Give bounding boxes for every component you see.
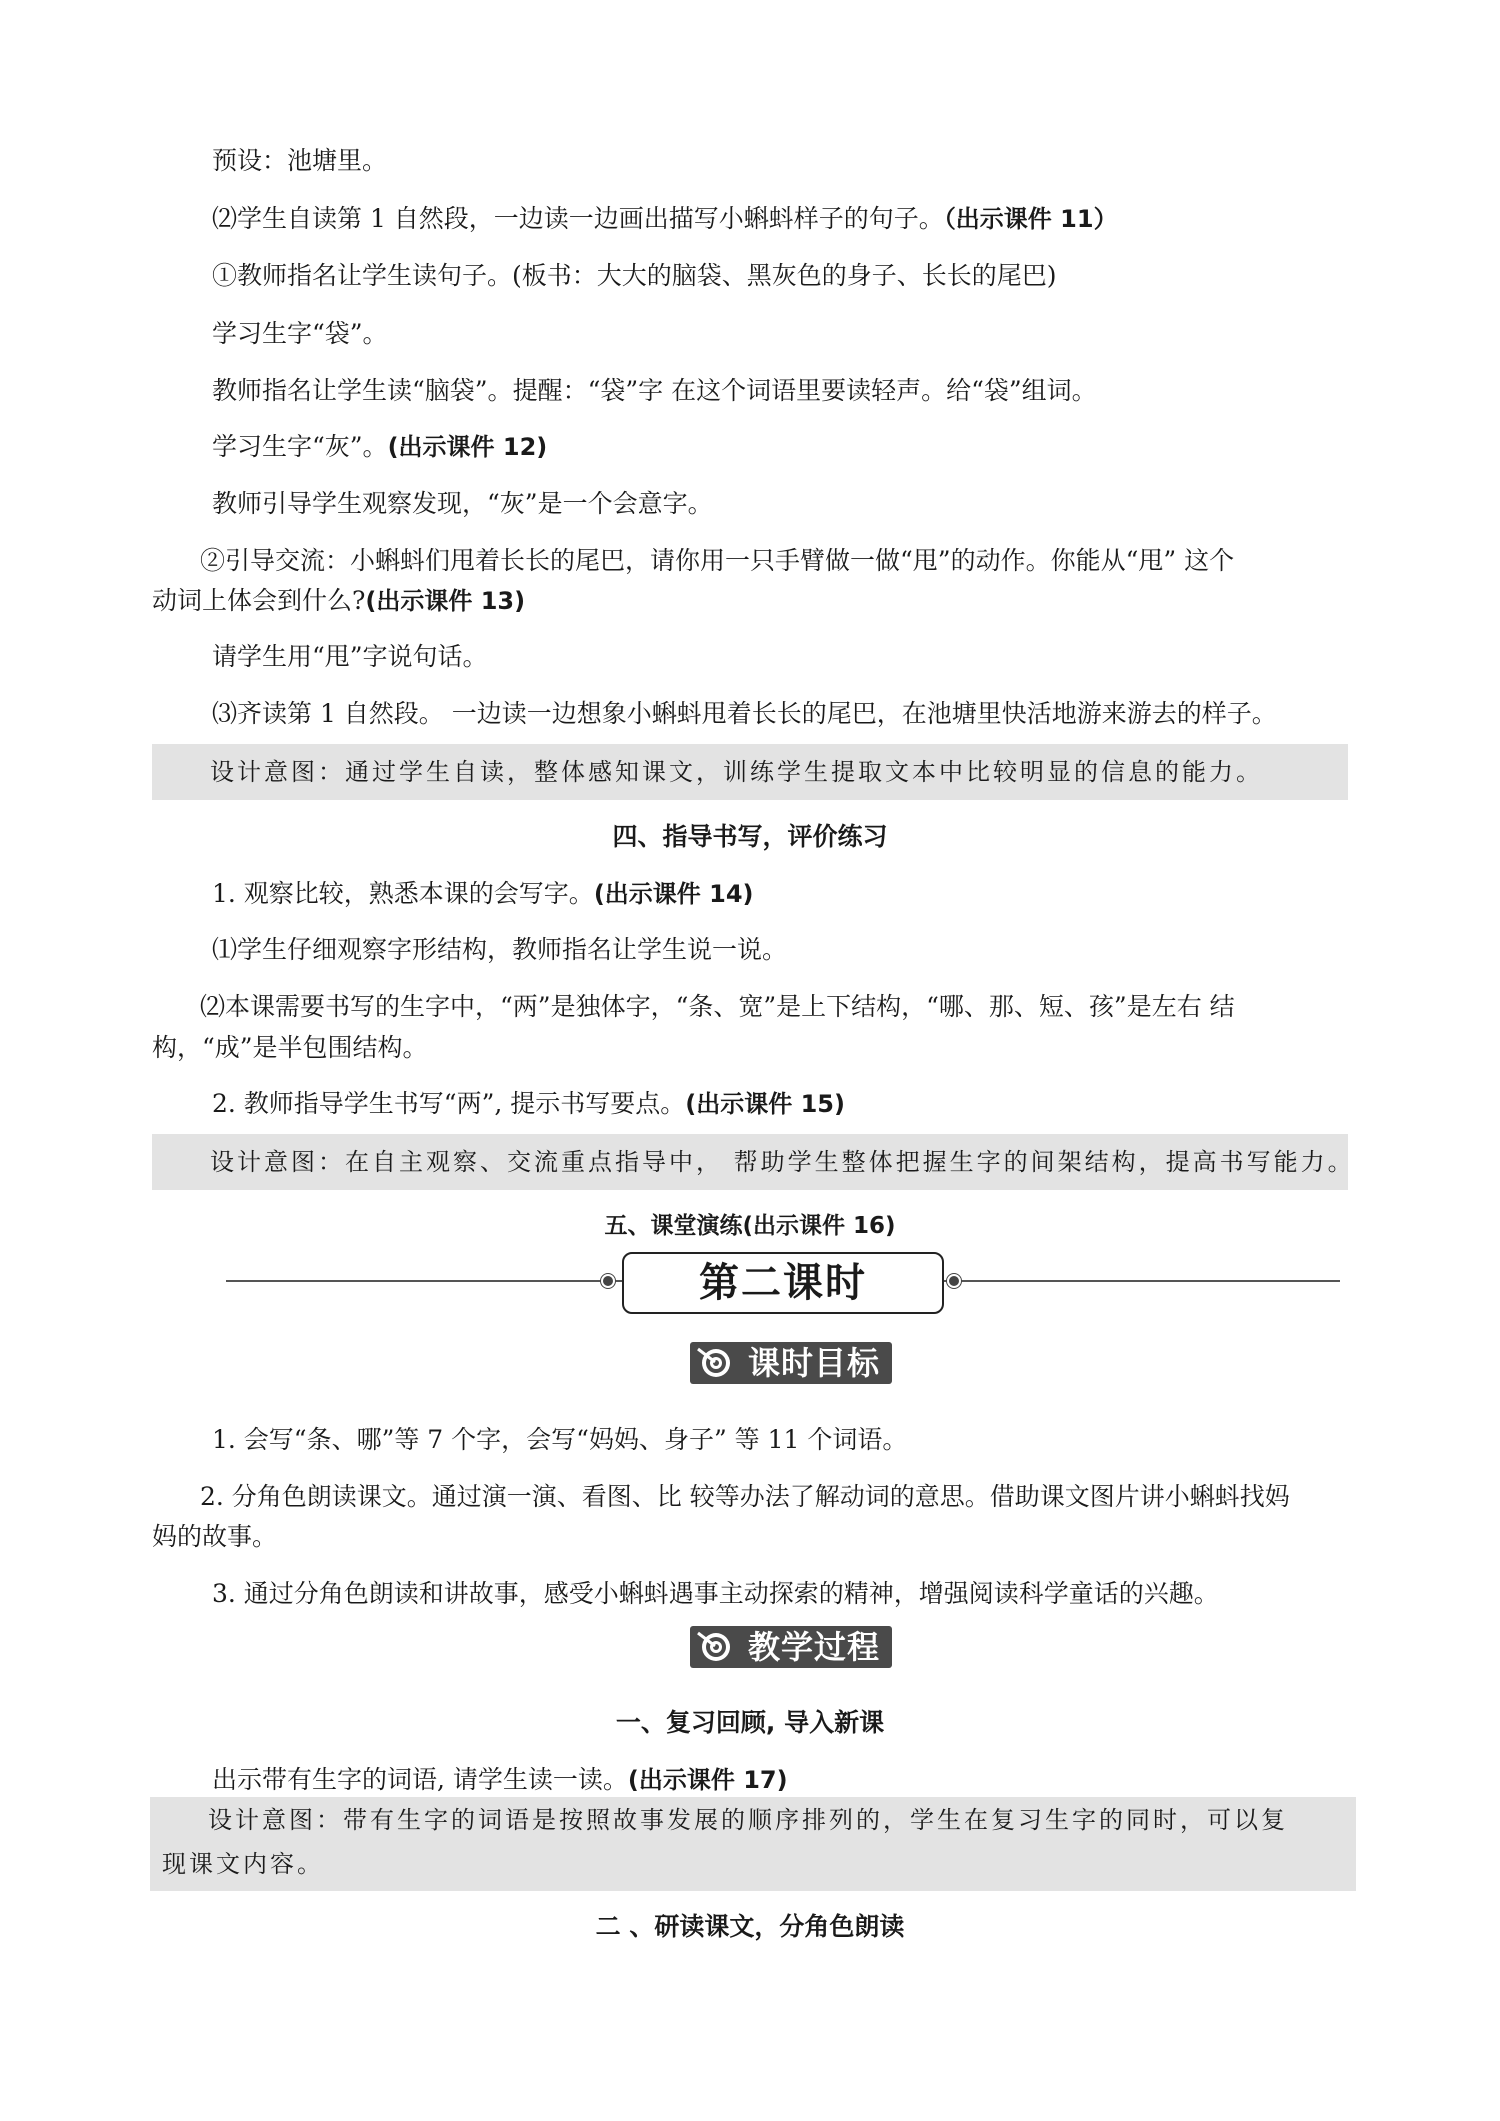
teacher-read-naodai: 教师指名让学生读“脑袋”。提醒：“袋”字 在这个词语里要读轻声。给“袋”组词。 bbox=[212, 376, 1097, 405]
item-1-2-cont: 构，“成”是半包围结构。 bbox=[152, 1033, 428, 1062]
design-intent-box: 设计意图：在自主观察、交流重点指导中， 帮助学生整体把握生字的间架结构，提高书写能力。 bbox=[152, 1134, 1348, 1190]
lesson-title: 第二课时 bbox=[622, 1252, 944, 1314]
tag-teaching-process: 教学过程 bbox=[690, 1626, 892, 1668]
section-heading-5: 五、课堂演练(出示课件 16) bbox=[604, 1213, 896, 1239]
design-intent-box: 设计意图：带有生字的词语是按照故事发展的顺序排列的，学生在复习生字的同时，可以复 现课文内容。 bbox=[150, 1797, 1356, 1891]
divider-right bbox=[940, 1280, 1340, 1282]
step-2: ⑵学生自读第 1 自然段，一边读一边画出描写小蝌蚪样子的句子。（出示课件 11） bbox=[212, 204, 1118, 233]
goal-1: 1. 会写“条、哪”等 7 个字，会写“妈妈、身子” 等 11 个词语。 bbox=[212, 1425, 908, 1454]
section-heading-2: 二 、研读课文，分角色朗读 bbox=[595, 1912, 905, 1941]
show-words: 出示带有生字的词语, 请学生读一读。(出示课件 17) bbox=[212, 1765, 788, 1794]
target-icon bbox=[696, 1345, 736, 1381]
item-1-1: ⑴学生仔细观察字形结构，教师指名让学生说一说。 bbox=[212, 935, 788, 964]
sentence-shuai: 请学生用“甩”字说句话。 bbox=[212, 642, 488, 671]
goal-3: 3. 通过分角色朗读和讲故事，感受小蝌蚪遇事主动探索的精神，增强阅读科学童话的兴趣。 bbox=[212, 1579, 1219, 1608]
item-1: 1. 观察比较，熟悉本课的会写字。(出示课件 14) bbox=[212, 879, 754, 908]
learn-char-dai: 学习生字“袋”。 bbox=[212, 319, 388, 348]
tag-lesson-goals: 课时目标 bbox=[690, 1342, 892, 1384]
step-3: ⑶齐读第 1 自然段。 一边读一边想象小蝌蚪甩着长长的尾巴，在池塘里快活地游来游去的样子。 bbox=[212, 699, 1277, 728]
preset-answer: 预设：池塘里。 bbox=[212, 146, 388, 175]
divider-dot-right bbox=[947, 1274, 961, 1288]
goal-2: 2. 分角色朗读课文。通过演一演、看图、比 较等办法了解动词的意思。借助课文图片讲小蝌蚪找妈 bbox=[200, 1482, 1290, 1511]
divider-left bbox=[226, 1280, 622, 1282]
section-heading-4: 四、指导书写，评价练习 bbox=[612, 822, 888, 851]
step-2-1: ①教师指名让学生读句子。(板书：大大的脑袋、黑灰色的身子、长长的尾巴) bbox=[212, 261, 1057, 290]
teacher-guide-hui: 教师引导学生观察发现，“灰”是一个会意字。 bbox=[212, 489, 713, 518]
step-2-2: ②引导交流：小蝌蚪们甩着长长的尾巴，请你用一只手臂做一做“甩”的动作。你能从“甩” 这个 bbox=[200, 546, 1235, 575]
divider-dot-left bbox=[601, 1274, 615, 1288]
goal-2-cont: 妈的故事。 bbox=[152, 1522, 278, 1551]
item-1-2: ⑵本课需要书写的生字中，“两”是独体字，“条、宽”是上下结构，“哪、那、短、孩”是左右 结 bbox=[200, 992, 1235, 1021]
item-2: 2. 教师指导学生书写“两”, 提示书写要点。(出示课件 15) bbox=[212, 1089, 845, 1118]
design-intent-box: 设计意图：通过学生自读，整体感知课文，训练学生提取文本中比较明显的信息的能力。 bbox=[152, 744, 1348, 800]
learn-char-hui: 学习生字“灰”。(出示课件 12) bbox=[212, 432, 548, 461]
section-heading-1: 一、复习回顾, 导入新课 bbox=[615, 1708, 885, 1737]
target-icon bbox=[696, 1629, 736, 1665]
step-2-2-cont: 动词上体会到什么?(出示课件 13) bbox=[152, 586, 526, 615]
